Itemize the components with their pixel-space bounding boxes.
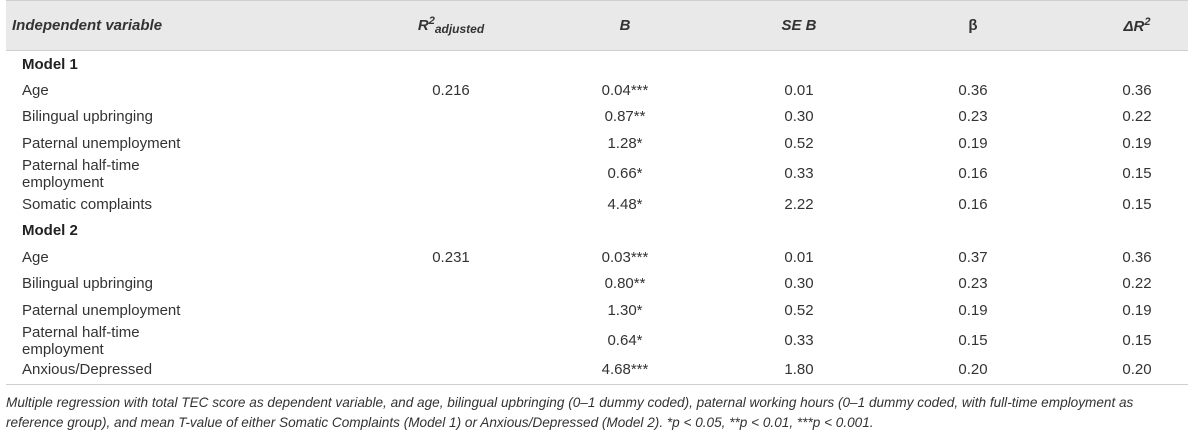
cell-se-b: 0.30 — [784, 108, 814, 126]
cell-variable: Paternal unemployment — [22, 302, 181, 320]
cell-b: 0.87** — [604, 108, 646, 126]
cell-spacer — [860, 157, 912, 191]
cell-delta-r2: 0.22 — [1122, 275, 1152, 293]
cell-spacer — [512, 104, 564, 131]
cell-variable: Bilingual upbringing — [22, 275, 153, 293]
header-spacer — [228, 1, 390, 51]
cell-delta-r2: 0.36 — [1122, 81, 1152, 99]
cell-variable: Somatic complaints — [22, 195, 153, 213]
cell-spacer — [686, 104, 738, 131]
cell-spacer — [860, 191, 912, 218]
table-row — [6, 271, 1188, 298]
header-delta-r2 — [1086, 1, 1188, 51]
table-row — [6, 191, 1188, 218]
cell-spacer — [1034, 297, 1086, 324]
cell-b: 0.80** — [604, 275, 646, 293]
cell-beta: 0.15 — [958, 332, 988, 350]
cell-spacer — [512, 358, 564, 385]
cell-spacer — [228, 324, 390, 358]
model-label: Model 1 — [22, 55, 78, 73]
table-header — [6, 1, 1188, 51]
header-beta: β — [912, 1, 1034, 51]
header-independent-variable: Independent variable — [6, 1, 228, 51]
cell-variable: Bilingual upbringing — [22, 108, 153, 126]
cell-spacer — [512, 271, 564, 298]
cell-spacer — [512, 244, 564, 271]
cell-r2-adjusted: 0.231 — [432, 248, 470, 266]
cell-r2-adjusted — [390, 104, 512, 131]
cell-r2-adjusted — [390, 191, 512, 218]
cell-spacer — [1034, 358, 1086, 385]
cell-r2-adjusted — [390, 271, 512, 298]
header-r2-base: R — [417, 17, 429, 34]
cell-spacer — [686, 157, 738, 191]
cell-b: 4.48* — [607, 195, 643, 213]
cell-b: 4.68*** — [564, 358, 686, 385]
table-row — [6, 324, 1188, 358]
cell-beta: 0.16 — [958, 165, 988, 183]
cell-spacer — [860, 271, 912, 298]
cell-spacer — [512, 77, 564, 104]
cell-r2-adjusted — [390, 358, 512, 385]
cell-se-b: 0.33 — [784, 165, 814, 183]
header-delta-r2-base: ΔR — [1123, 18, 1145, 35]
cell-spacer — [686, 324, 738, 358]
cell-variable: Anxious/Depressed — [6, 358, 228, 385]
cell-spacer — [860, 358, 912, 385]
cell-delta-r2: 0.15 — [1122, 332, 1152, 350]
model-heading-row — [6, 51, 1188, 78]
table-row — [6, 244, 1188, 271]
header-r2-sub: adjusted — [434, 22, 485, 36]
model-label: Model 2 — [22, 222, 78, 240]
cell-delta-r2: 0.15 — [1122, 195, 1152, 213]
cell-spacer — [860, 77, 912, 104]
cell-spacer — [686, 130, 738, 157]
header-delta-r2-sup: 2 — [1144, 16, 1151, 28]
cell-spacer — [860, 130, 912, 157]
cell-spacer — [1034, 324, 1086, 358]
cell-spacer — [860, 324, 912, 358]
cell-r2-adjusted: 0.216 — [432, 81, 470, 99]
cell-spacer — [686, 297, 738, 324]
table-row — [6, 157, 1188, 191]
cell-spacer — [686, 271, 738, 298]
cell-variable: Paternal half-time employment — [22, 323, 140, 358]
cell-se-b: 0.33 — [784, 332, 814, 350]
cell-spacer — [512, 297, 564, 324]
cell-variable: Paternal unemployment — [22, 135, 181, 153]
cell-variable: Paternal half-time employment — [22, 156, 140, 191]
header-spacer — [860, 1, 912, 51]
header-se-b: SE B — [738, 1, 860, 51]
header-b: B — [564, 1, 686, 51]
cell-delta-r2: 0.20 — [1086, 358, 1188, 385]
cell-spacer — [228, 358, 390, 385]
cell-beta: 0.20 — [912, 358, 1034, 385]
cell-spacer — [686, 191, 738, 218]
cell-spacer — [512, 130, 564, 157]
table-row — [6, 130, 1188, 157]
cell-b: 0.04*** — [601, 81, 649, 99]
table-row — [6, 358, 1188, 385]
header-spacer — [1034, 1, 1086, 51]
table-footnote: Multiple regression with total TEC score as dependent variable, and age, bilingual upbringing (0–1 dummy coded), paternal working hours (0–1 dummy coded, with full-time employment as reference group), and mean T-value of either Somatic Complaints (Model 1) or Anxious/Depressed (Model 2). *p < 0.05, **p < 0.01, ***p < 0.001. — [6, 394, 1134, 430]
cell-r2-adjusted — [390, 130, 512, 157]
cell-beta: 0.23 — [958, 275, 988, 293]
cell-spacer — [1034, 130, 1086, 157]
model-heading-row — [6, 217, 1188, 244]
cell-beta: 0.36 — [958, 81, 988, 99]
cell-spacer — [228, 244, 390, 271]
cell-r2-adjusted — [390, 157, 512, 191]
cell-beta: 0.16 — [958, 195, 988, 213]
cell-se-b: 0.01 — [784, 248, 814, 266]
cell-spacer — [512, 157, 564, 191]
cell-variable: Age — [22, 81, 49, 99]
cell-b: 1.30* — [607, 302, 643, 320]
cell-delta-r2: 0.19 — [1122, 302, 1152, 320]
cell-delta-r2: 0.22 — [1122, 108, 1152, 126]
cell-se-b: 0.01 — [784, 81, 814, 99]
cell-spacer — [512, 191, 564, 218]
cell-spacer — [1034, 244, 1086, 271]
cell-spacer — [228, 297, 390, 324]
cell-spacer — [860, 297, 912, 324]
cell-delta-r2: 0.19 — [1122, 135, 1152, 153]
cell-se-b: 2.22 — [784, 195, 814, 213]
cell-spacer — [1034, 157, 1086, 191]
cell-beta: 0.23 — [958, 108, 988, 126]
cell-spacer — [228, 271, 390, 298]
cell-spacer — [686, 358, 738, 385]
cell-spacer — [1034, 271, 1086, 298]
cell-spacer — [228, 157, 390, 191]
cell-spacer — [228, 77, 390, 104]
cell-se-b: 1.80 — [738, 358, 860, 385]
cell-b: 0.03*** — [601, 248, 649, 266]
cell-b: 1.28* — [607, 135, 643, 153]
cell-variable: Age — [22, 248, 49, 266]
cell-spacer — [228, 191, 390, 218]
header-r2-adjusted — [390, 1, 512, 51]
cell-r2-adjusted — [390, 324, 512, 358]
cell-se-b: 0.52 — [784, 302, 814, 320]
cell-spacer — [686, 244, 738, 271]
cell-delta-r2: 0.36 — [1122, 248, 1152, 266]
cell-spacer — [686, 77, 738, 104]
table-body — [6, 51, 1188, 385]
header-spacer — [512, 1, 564, 51]
table-row — [6, 77, 1188, 104]
cell-spacer — [228, 130, 390, 157]
cell-b: 0.66* — [607, 165, 643, 183]
cell-spacer — [512, 324, 564, 358]
cell-b: 0.64* — [607, 332, 643, 350]
cell-beta: 0.19 — [958, 135, 988, 153]
cell-r2-adjusted — [390, 297, 512, 324]
cell-beta: 0.19 — [958, 302, 988, 320]
cell-beta: 0.37 — [958, 248, 988, 266]
cell-spacer — [860, 244, 912, 271]
header-spacer — [686, 1, 738, 51]
cell-se-b: 0.30 — [784, 275, 814, 293]
table-row — [6, 104, 1188, 131]
cell-spacer — [860, 104, 912, 131]
cell-spacer — [228, 104, 390, 131]
cell-spacer — [1034, 191, 1086, 218]
cell-se-b: 0.52 — [784, 135, 814, 153]
regression-table — [6, 0, 1188, 385]
table-row — [6, 297, 1188, 324]
header-row — [6, 1, 1188, 51]
header-r2-sup: 2 — [428, 15, 435, 27]
cell-delta-r2: 0.15 — [1122, 165, 1152, 183]
cell-spacer — [1034, 104, 1086, 131]
cell-spacer — [1034, 77, 1086, 104]
